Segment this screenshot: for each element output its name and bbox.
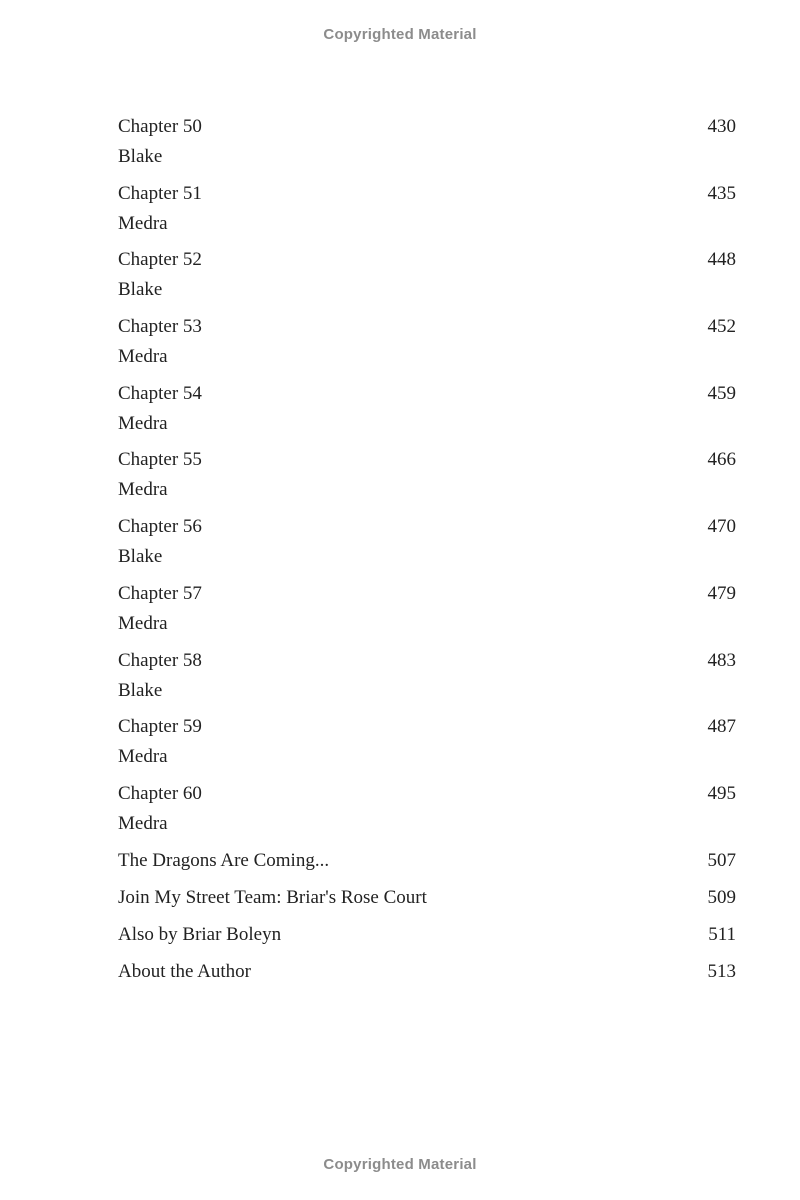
chapter-title[interactable]: Chapter 55 bbox=[118, 449, 202, 471]
chapter-title[interactable]: Chapter 53 bbox=[118, 316, 202, 338]
toc-entry-chapter-59[interactable] bbox=[118, 714, 736, 781]
toc-entry-chapter-50[interactable] bbox=[118, 114, 736, 181]
page-number: 470 bbox=[707, 516, 736, 538]
table-of-contents bbox=[118, 114, 736, 996]
chapter-pov: Medra bbox=[118, 746, 168, 768]
chapter-pov: Medra bbox=[118, 812, 168, 834]
chapter-title[interactable]: Chapter 54 bbox=[118, 382, 202, 404]
chapter-pov: Blake bbox=[118, 679, 163, 701]
toc-entry-chapter-55[interactable] bbox=[118, 447, 736, 514]
toc-entry-chapter-58[interactable] bbox=[118, 648, 736, 715]
toc-entry-chapter-53[interactable] bbox=[118, 314, 736, 381]
chapter-pov: Medra bbox=[118, 346, 168, 368]
chapter-pov: Medra bbox=[118, 212, 168, 234]
page-number: 511 bbox=[708, 923, 736, 945]
chapter-title[interactable]: Chapter 56 bbox=[118, 516, 202, 538]
toc-entry-street-team[interactable] bbox=[118, 885, 736, 922]
entry-title[interactable]: About the Author bbox=[118, 960, 251, 982]
page-number: 513 bbox=[707, 960, 736, 982]
chapter-pov: Blake bbox=[118, 279, 163, 301]
chapter-title[interactable]: Chapter 52 bbox=[118, 249, 202, 271]
chapter-pov: Medra bbox=[118, 612, 168, 634]
toc-entry-chapter-51[interactable] bbox=[118, 181, 736, 248]
chapter-title[interactable]: Chapter 58 bbox=[118, 649, 202, 671]
toc-entry-about-author[interactable] bbox=[118, 959, 736, 996]
page-number: 479 bbox=[707, 582, 736, 604]
page-number: 483 bbox=[707, 649, 736, 671]
chapter-pov: Medra bbox=[118, 479, 168, 501]
toc-entry-chapter-52[interactable] bbox=[118, 247, 736, 314]
chapter-pov: Blake bbox=[118, 146, 163, 167]
toc-entry-chapter-56[interactable] bbox=[118, 514, 736, 581]
page-number: 495 bbox=[707, 782, 736, 804]
page-number: 452 bbox=[707, 316, 736, 338]
page-number: 466 bbox=[707, 449, 736, 471]
toc-entry-chapter-57[interactable] bbox=[118, 581, 736, 648]
entry-title[interactable]: Join My Street Team: Briar's Rose Court bbox=[118, 886, 427, 908]
chapter-title[interactable]: Chapter 60 bbox=[118, 782, 202, 804]
page-number: 435 bbox=[707, 182, 736, 204]
page-number: 507 bbox=[707, 849, 736, 871]
toc-entry-dragons-are-coming[interactable] bbox=[118, 848, 736, 885]
page-number: 430 bbox=[707, 116, 736, 137]
page-number: 509 bbox=[707, 886, 736, 908]
entry-title[interactable]: Also by Briar Boleyn bbox=[118, 923, 282, 945]
chapter-title[interactable]: Chapter 51 bbox=[118, 182, 202, 204]
toc-entry-also-by[interactable] bbox=[118, 922, 736, 959]
page-number: 448 bbox=[707, 249, 736, 271]
page-number: 487 bbox=[707, 716, 736, 738]
chapter-pov: Blake bbox=[118, 546, 163, 568]
copyright-watermark-bottom: Copyrighted Material bbox=[323, 1156, 477, 1173]
chapter-title[interactable]: Chapter 57 bbox=[118, 582, 202, 604]
page-number: 459 bbox=[707, 382, 736, 404]
toc-entry-chapter-60[interactable] bbox=[118, 781, 736, 848]
chapter-title[interactable]: Chapter 59 bbox=[118, 716, 202, 738]
copyright-watermark-top: Copyrighted Material bbox=[323, 26, 477, 43]
toc-entry-chapter-54[interactable] bbox=[118, 381, 736, 448]
chapter-title[interactable]: Chapter 50 bbox=[118, 116, 202, 137]
chapter-pov: Medra bbox=[118, 412, 168, 434]
entry-title[interactable]: The Dragons Are Coming... bbox=[118, 849, 330, 871]
